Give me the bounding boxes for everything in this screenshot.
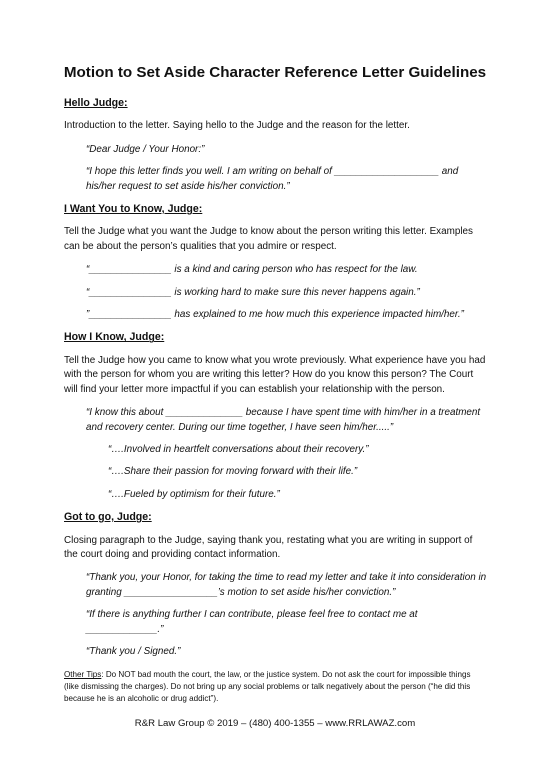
section-heading-hello: Hello Judge: [64, 97, 128, 109]
section-heading-want-you-to-know: I Want You to Know, Judge: [64, 203, 203, 216]
example-quote: “_______________ is a kind and caring person who has respect for the law. [86, 264, 418, 276]
section-intro-got-to-go: Closing paragraph to the Judge, saying thank you, restating what you are writing in support of the court doing and providing contact information. [64, 534, 473, 560]
page-footer: R&R Law Group © 2019 – (480) 400-1355 – www.RRLAWAZ.com [134, 718, 416, 729]
section-heading-how-i-know: How I Know, Judge: [64, 331, 165, 344]
section-intro-hello: Introduction to the letter. Saying hello to the Judge and the reason for the letter. [64, 120, 410, 132]
section-heading-got-to-go: Got to go, Judge: [64, 511, 152, 524]
document-body [64, 96, 487, 704]
example-quote: “Thank you / Signed.” [86, 645, 181, 657]
example-quote: “If there is anything further I can contribute, please feel free to contact me at _____________.” [86, 609, 418, 635]
section-intro-want-you-to-know: Tell the Judge what you want the Judge to know about the person writing this letter. Examples can be about the person’s qualities that you admire or respect. [64, 226, 473, 252]
example-quote: “Dear Judge / Your Honor:” [86, 143, 205, 155]
example-subquote: “….Fueled by optimism for their future.” [108, 488, 280, 500]
example-quote: “I hope this letter finds you well. I am writing on behalf of ___________________ and his/her request to set aside his/her conviction.” [86, 166, 459, 192]
example-quote: “I know this about ______________ because I have spent time with him/her in a treatment and recovery center. During our time together, I have seen him/her.....” [86, 407, 481, 433]
other-tips [64, 669, 487, 704]
page-title: Motion to Set Aside Character Reference Letter Guidelines [63, 64, 487, 81]
example-quote: ”_______________ has explained to me how much this experience impacted him/her.” [86, 309, 464, 321]
other-tips-text: : Do NOT bad mouth the court, the law, or the justice system. Do not ask the court for impossible things (like dismissing the charges). Do not bring up any social problems or talk negatively about the person (“he did this because he is an alcoholic or drug addict”). [64, 670, 471, 703]
other-tips-label: Other Tips [64, 670, 102, 680]
example-quote: “_______________ is working hard to make sure this never happens again.” [86, 286, 420, 298]
example-subquote: “….Involved in heartfelt conversations about their recovery.” [108, 443, 369, 455]
example-quote: “Thank you, your Honor, for taking the time to read my letter and take it into consideration in granting _________________’s motion to set aside his/her conviction.” [86, 572, 487, 598]
example-subquote: “….Share their passion for moving forward with their life.” [108, 466, 358, 478]
section-intro-how-i-know: Tell the Judge how you came to know what you wrote previously. What experience have you had with the person for whom you are writing this letter? How do you know this person? The Court will find your letter more impactful if you can establish your relationship with the person. [64, 354, 486, 395]
